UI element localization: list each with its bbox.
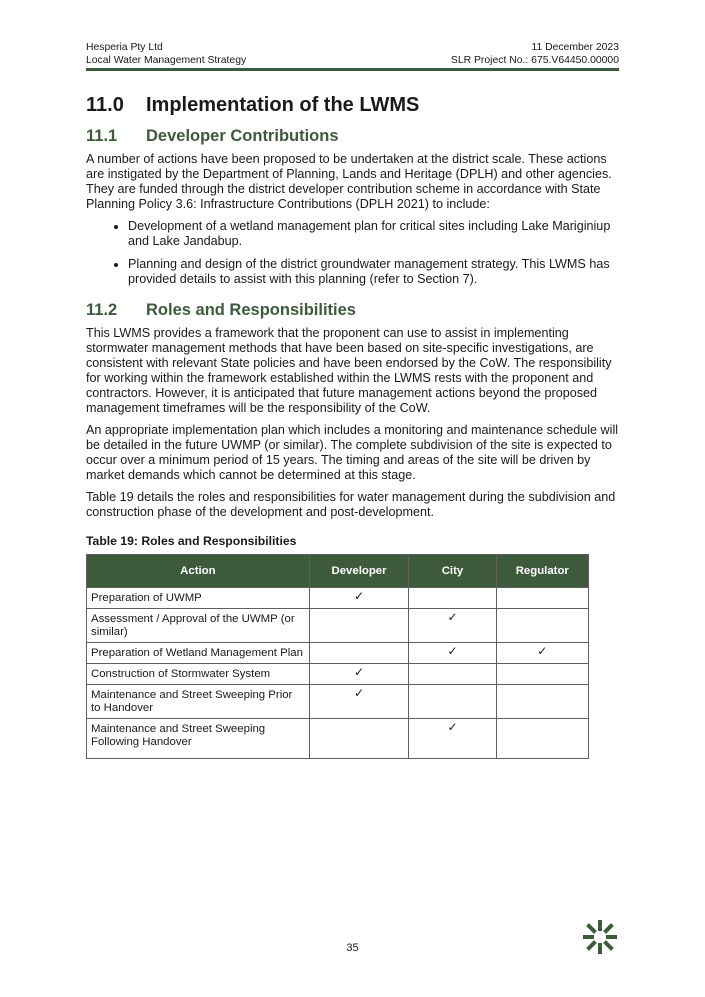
table-row (87, 609, 589, 643)
subsection-title: Roles and Responsibilities (146, 301, 356, 319)
table-row (87, 685, 589, 719)
developer-check-cell: ✓ (309, 588, 409, 609)
table-header-row (87, 555, 589, 588)
city-check-cell (409, 664, 496, 685)
subsection-heading-developer-contributions (86, 127, 619, 146)
paragraph: A number of actions have been proposed to be undertaken at the district scale. These actions are instigated by the Department of Planning, Lands and Heritage (DPLH) and other agencies. They are funded through the district developer contribution scheme in accordance with State Planning Policy 3.6: Infrastructure Contributions (DPLH 2021) to include: (86, 152, 612, 211)
action-cell: Preparation of UWMP (87, 588, 310, 609)
section-number: 11.0 (86, 94, 124, 116)
table-row (87, 664, 589, 685)
page-header (86, 41, 619, 67)
list-item: • Development of a wetland management plan for critical sites including Lake Mariginiup and Lake Jandabup. (128, 219, 619, 249)
city-check-cell: ✓ (409, 609, 496, 643)
regulator-check-cell (496, 685, 588, 719)
city-check-cell: ✓ (409, 643, 496, 664)
subsection-heading-roles (86, 301, 619, 320)
header-project: SLR Project No.: 675.V64450.00000 (450, 55, 619, 66)
page-content (86, 94, 619, 759)
regulator-check-cell: ✓ (496, 643, 588, 664)
regulator-check-cell (496, 664, 588, 685)
city-check-cell: ✓ (409, 719, 496, 759)
header-date: 11 December 2023 (531, 42, 619, 53)
action-cell: Assessment / Approval of the UWMP (or similar) (87, 609, 310, 643)
city-check-cell (409, 588, 496, 609)
column-header-action: Action (87, 555, 310, 588)
paragraph: An appropriate implementation plan which includes a monitoring and maintenance schedule will be detailed in the future UWMP (or similar). The complete subdivision of the site is expected to occur over a minimum period of 15 years. The timing and areas of the site will be driven by market demands which cannot be determined at this stage. (86, 423, 619, 482)
table-row (87, 643, 589, 664)
paragraph: This LWMS provides a framework that the proponent can use to assist in implementing stormwater management methods that have been based on site-specific investigations, are consistent with relevant State policies and have been endorsed by the CoW. The responsibility for working within the framework established within the LWMS rests with the proponent and contractors. However, it is anticipated that future management actions beyond the proposed management timeframes will be the responsibility of the CoW. (86, 326, 612, 415)
subsection-number: 11.1 (86, 127, 118, 145)
section-heading (86, 94, 619, 117)
developer-check-cell (309, 609, 409, 643)
page-number: 35 (346, 942, 359, 954)
action-cell: Maintenance and Street Sweeping Following Handover (87, 719, 310, 759)
action-cell: Construction of Stormwater System (87, 664, 310, 685)
regulator-check-cell (496, 719, 588, 759)
regulator-check-cell (496, 588, 588, 609)
subsection-number: 11.2 (86, 301, 118, 319)
developer-check-cell: ✓ (309, 664, 409, 685)
developer-check-cell (309, 719, 409, 759)
column-header-developer: Developer (309, 555, 409, 588)
column-header-regulator: Regulator (496, 555, 588, 588)
slr-logo-icon (583, 920, 617, 954)
header-document: Local Water Management Strategy (86, 55, 247, 66)
regulator-check-cell (496, 609, 588, 643)
city-check-cell (409, 685, 496, 719)
section-title: Implementation of the LWMS (146, 94, 420, 116)
paragraph: Table 19 details the roles and responsibilities for water management during the subdivision and construction phase of the development and post-development. (86, 490, 616, 519)
table-row (87, 588, 589, 609)
developer-check-cell (309, 643, 409, 664)
developer-check-cell: ✓ (309, 685, 409, 719)
action-cell: Preparation of Wetland Management Plan (87, 643, 310, 664)
column-header-city: City (409, 555, 496, 588)
roles-table (86, 554, 589, 759)
header-company: Hesperia Pty Ltd (86, 42, 163, 53)
subsection-title: Developer Contributions (146, 127, 339, 145)
bullet-list (86, 219, 619, 287)
table-row (87, 719, 589, 759)
action-cell: Maintenance and Street Sweeping Prior to Handover (87, 685, 310, 719)
list-item: • Planning and design of the district groundwater management strategy. This LWMS has provided details to assist with this planning (refer to Section 7). (128, 257, 619, 287)
table-caption: Table 19: Roles and Responsibilities (86, 534, 297, 548)
header-rule (86, 68, 619, 71)
